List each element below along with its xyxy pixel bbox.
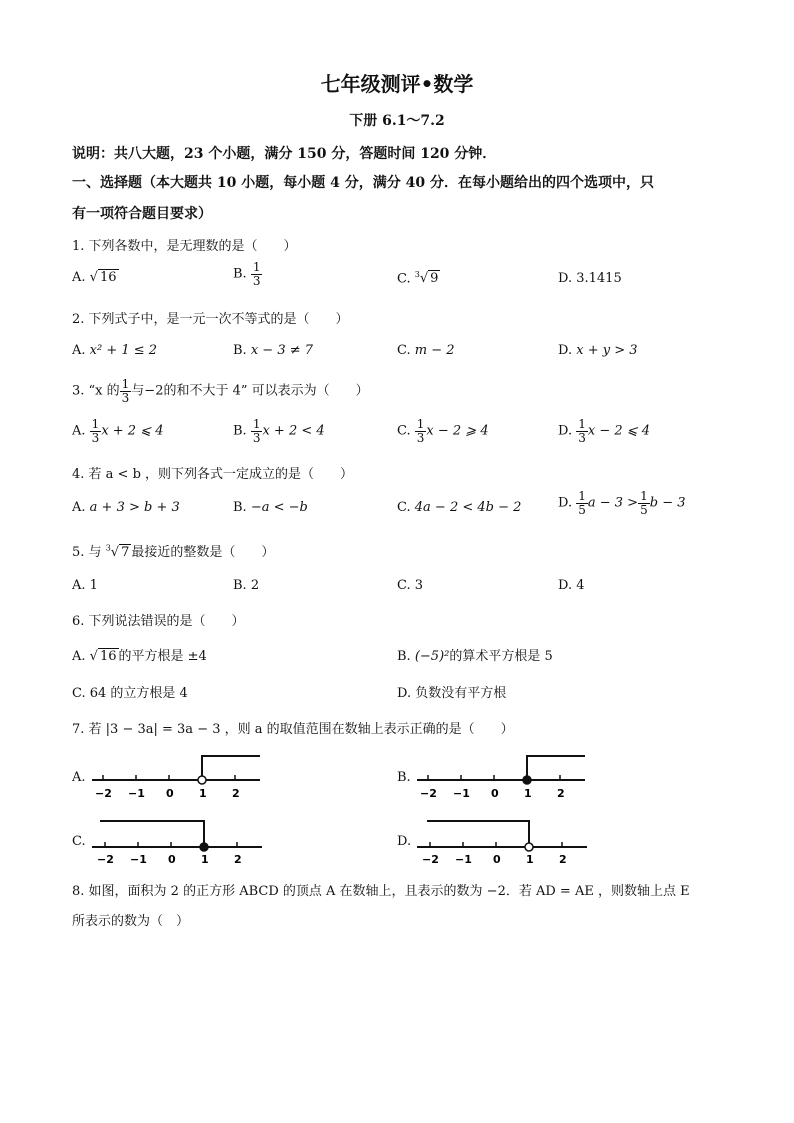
- question-7-option-a-label: A.: [72, 770, 86, 785]
- denominator: 3: [91, 430, 100, 445]
- option-expression: 4a − 2 < 4b − 2: [414, 500, 522, 515]
- option-expression: x + 2 ⩽ 4: [101, 423, 164, 439]
- option-text: 的算术平方根是 5: [449, 649, 553, 664]
- fraction: [90, 418, 102, 444]
- radicand: 7: [121, 545, 130, 560]
- question-1-stem: 1. 下列各数中，是无理数的是（ ）: [72, 239, 297, 254]
- question-5-option-b: B. 2: [233, 578, 260, 593]
- solution-ray: [427, 821, 529, 843]
- tick-label: 1: [199, 787, 207, 800]
- option-label: D.: [558, 495, 573, 511]
- denominator: 3: [416, 430, 425, 445]
- denominator: 3: [121, 390, 130, 405]
- stem-text: 最接近的整数是（ ）: [131, 545, 275, 560]
- tick-label: −1: [453, 787, 470, 800]
- tick-label: 2: [234, 853, 242, 866]
- tick-label: −2: [97, 853, 114, 866]
- sqrt-expression: √ 16: [89, 270, 117, 285]
- denominator: 5: [578, 502, 586, 517]
- denominator: 3: [252, 273, 261, 288]
- root-index: 3: [105, 543, 111, 553]
- fraction: [576, 418, 588, 444]
- tick-label: −2: [420, 787, 437, 800]
- open-endpoint: [525, 843, 533, 851]
- question-2-option-b: [233, 343, 313, 358]
- tick-label: −2: [422, 853, 439, 866]
- denominator: 5: [640, 502, 648, 517]
- tick-label: 1: [201, 853, 209, 866]
- question-2-stem: 2. 下列式子中，是一元一次不等式的是（ ）: [72, 312, 349, 327]
- number-line-b: [415, 752, 595, 802]
- tick-label: −1: [128, 787, 145, 800]
- option-label: C.: [397, 343, 411, 358]
- tick-label: 1: [524, 787, 532, 800]
- question-1-option-a: [72, 270, 119, 285]
- fraction: [576, 490, 588, 516]
- option-text: 的平方根是 ±4: [118, 649, 207, 664]
- option-expression: a + 3 > b + 3: [89, 500, 180, 515]
- question-3-stem: [72, 378, 369, 404]
- tick-label: −1: [455, 853, 472, 866]
- tick-label: 2: [557, 787, 565, 800]
- option-label: C.: [397, 500, 411, 515]
- option-label: B.: [233, 343, 247, 358]
- tick-label: 2: [559, 853, 567, 866]
- open-endpoint: [198, 776, 206, 784]
- question-2-option-d: [558, 343, 638, 358]
- question-7-stem: 7. 若 |3 − 3a| = 3a − 3 ，则 a 的取值范围在数轴上表示正确的是（ ）: [72, 722, 514, 737]
- question-4-option-d: [558, 490, 685, 516]
- tick-label: −2: [95, 787, 112, 800]
- stem-text: 与−2的和不大于 4” 可以表示为（ ）: [131, 383, 369, 399]
- numerator: 1: [578, 417, 586, 431]
- question-5-stem: [72, 541, 274, 560]
- solution-ray: [527, 756, 585, 780]
- option-expression: x + y > 3: [576, 343, 638, 358]
- numerator: 1: [252, 260, 261, 274]
- numerator: 1: [252, 417, 261, 431]
- option-label: D.: [558, 343, 573, 358]
- page-subtitle: 下册 6.1～7.2: [349, 113, 445, 129]
- option-expression: x + 2 < 4: [262, 423, 325, 439]
- option-expression: b − 3: [649, 495, 686, 511]
- section-heading-line1: 一、选择题（本大题共 10 小题，每小题 4 分，满分 40 分．在每小题给出的四个选项中，只: [72, 175, 654, 191]
- stem-text: 5. 与: [72, 545, 102, 560]
- tick-label: 0: [166, 787, 174, 800]
- solution-ray: [202, 756, 260, 776]
- question-7-option-d-label: D.: [397, 834, 412, 849]
- option-label: A.: [72, 270, 86, 285]
- question-6-option-c: C. 64 的立方根是 4: [72, 686, 188, 701]
- numerator: 1: [416, 417, 425, 431]
- tick-label: 0: [168, 853, 176, 866]
- tick-label: 0: [491, 787, 499, 800]
- fraction: [415, 418, 427, 444]
- root-index: 3: [414, 270, 420, 279]
- option-label: A.: [72, 649, 86, 664]
- question-3-option-b: [233, 418, 325, 444]
- numerator: 1: [121, 377, 130, 391]
- denominator: 3: [578, 430, 586, 445]
- option-label: B.: [233, 266, 247, 282]
- radicand: 9: [430, 271, 439, 287]
- option-label: A.: [72, 343, 86, 358]
- question-2-option-a: [72, 343, 157, 358]
- question-6-option-a: [72, 645, 207, 664]
- exam-instruction: 说明：共八大题，23 个小题，满分 150 分，答题时间 120 分钟．: [72, 146, 497, 162]
- question-4-option-a: [72, 500, 180, 515]
- question-8-stem-line1: 8. 如图，面积为 2 的正方形 ABCD 的顶点 A 在数轴上，且表示的数为 −2．若 AD = AE ，则数轴上点 E: [72, 884, 690, 899]
- option-label: B.: [233, 500, 247, 515]
- option-expression: x − 3 ≠ 7: [250, 343, 314, 358]
- number-line-c: [90, 815, 270, 867]
- fraction: [251, 418, 263, 444]
- numerator: 1: [640, 489, 648, 503]
- option-label: B.: [233, 423, 247, 439]
- page-title: 七年级测评•数学: [320, 72, 474, 96]
- tick-label: 0: [493, 853, 501, 866]
- radicand: 16: [99, 649, 117, 664]
- solution-ray: [100, 821, 204, 847]
- question-1-option-b: [233, 261, 262, 287]
- denominator: 3: [252, 430, 261, 445]
- sqrt-expression: √ 16: [89, 649, 117, 664]
- question-7-option-c-label: C.: [72, 834, 86, 849]
- tick-label: 2: [232, 787, 240, 800]
- numerator: 1: [578, 489, 586, 503]
- cube-root-expression: √ 7: [110, 545, 130, 560]
- question-2-option-c: [397, 343, 455, 358]
- closed-endpoint: [523, 776, 531, 784]
- question-5-option-d: D. 4: [558, 578, 585, 593]
- tick-label: −1: [130, 853, 147, 866]
- tick-label: 1: [526, 853, 534, 866]
- question-1-option-c: [397, 270, 440, 286]
- radicand: 16: [99, 270, 117, 285]
- option-label: C.: [397, 271, 411, 287]
- question-5-option-a: A. 1: [72, 578, 98, 593]
- closed-endpoint: [200, 843, 208, 851]
- question-4-option-b: [233, 500, 308, 515]
- number-line-a: [90, 752, 270, 802]
- option-label: C.: [397, 423, 411, 439]
- question-6-option-b: [397, 645, 553, 664]
- question-1-option-d: D. 3.1415: [558, 271, 622, 286]
- option-expression: m − 2: [414, 343, 455, 358]
- numerator: 1: [91, 417, 100, 431]
- question-6-option-d: D. 负数没有平方根: [397, 686, 507, 701]
- fraction: [638, 490, 650, 516]
- option-label: A.: [72, 500, 86, 515]
- question-8-stem-line2: 所表示的数为（ ）: [72, 914, 190, 929]
- cube-root-expression: √ 9: [419, 271, 439, 287]
- option-expression: −a < −b: [250, 500, 308, 515]
- stem-text: 3. “x 的: [72, 383, 120, 399]
- option-expression: x − 2 ⩽ 4: [587, 423, 651, 439]
- fraction: [120, 378, 132, 404]
- option-expression: a − 3 >: [587, 495, 639, 511]
- option-label: D.: [558, 423, 573, 439]
- section-heading-line2: 有一项符合题目要求）: [72, 206, 212, 222]
- option-label: A.: [72, 423, 86, 439]
- question-4-option-c: [397, 500, 521, 515]
- option-expression: x − 2 ⩾ 4: [426, 423, 489, 439]
- question-3-option-d: [558, 418, 650, 444]
- question-4-stem: 4. 若 a < b ，则下列各式一定成立的是（ ）: [72, 467, 354, 482]
- question-6-stem: 6. 下列说法错误的是（ ）: [72, 614, 245, 629]
- option-label: B.: [397, 649, 411, 664]
- option-expression: x² + 1 ≤ 2: [89, 343, 158, 358]
- question-5-option-c: C. 3: [397, 578, 424, 593]
- question-7-option-b-label: B.: [397, 770, 411, 785]
- fraction: [251, 261, 263, 287]
- number-line-d: [415, 815, 595, 867]
- option-expression: (−5)²: [414, 649, 450, 664]
- question-3-option-c: [397, 418, 489, 444]
- question-3-option-a: [72, 418, 164, 444]
